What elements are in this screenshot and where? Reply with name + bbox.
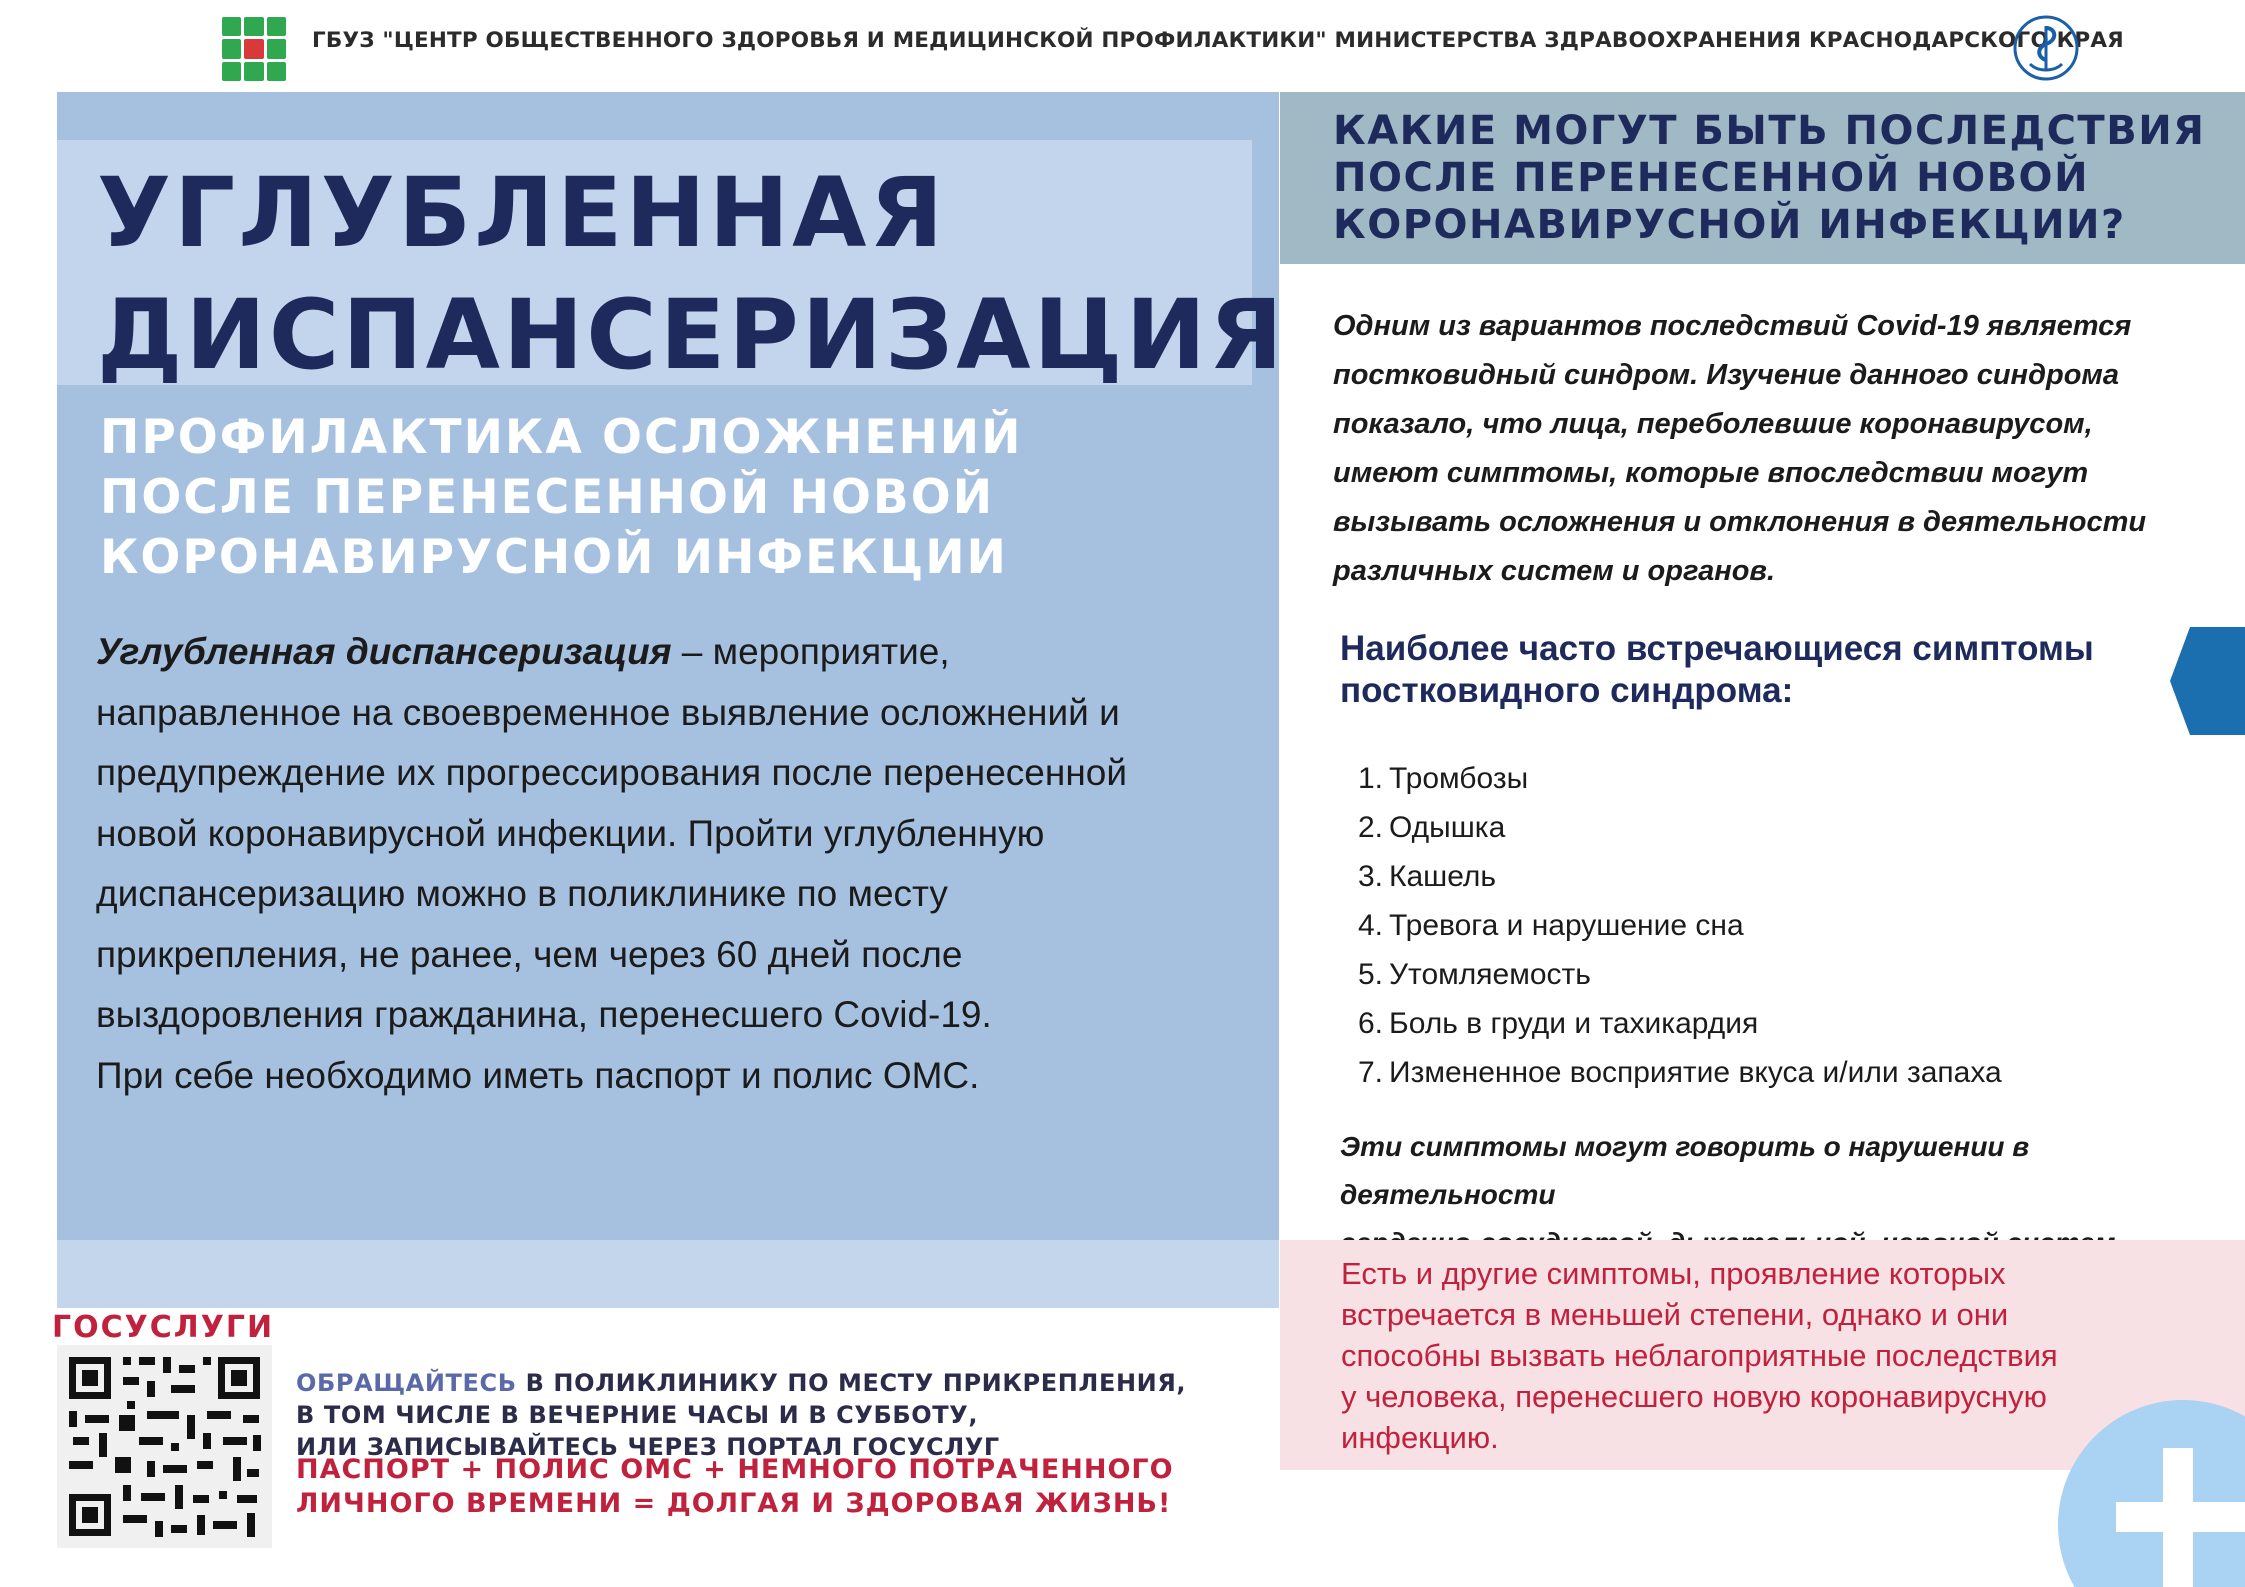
consequences-heading: [1333, 108, 2205, 249]
qr-code-icon[interactable]: [57, 1345, 272, 1548]
list-item: [1348, 901, 2002, 950]
intro-line: имеют симптомы, которые впоследствии могут: [1333, 457, 2089, 489]
organization-name: ГБУЗ "ЦЕНТР ОБЩЕСТВЕННОГО ЗДОРОВЬЯ И МЕДИЦИНСКОЙ ПРОФИЛАКТИКИ" МИНИСТЕРСТВА ЗДРАВООХРАНЕНИЯ КРАСНОДАРСКОГО КРАЯ: [312, 28, 2124, 53]
subtitle-line: ПРОФИЛАКТИКА ОСЛОЖНЕНИЙ: [100, 410, 1023, 465]
health-center-logo-icon: [222, 17, 286, 81]
symptoms-heading: [1340, 628, 2170, 712]
heading-line: КАКИЕ МОГУТ БЫТЬ ПОСЛЕДСТВИЯ: [1333, 108, 2206, 154]
subtitle-line: ПОСЛЕ ПЕРЕНЕСЕННОЙ НОВОЙ: [100, 470, 995, 525]
list-item-text: Измененное восприятие вкуса и/или запаха: [1389, 1056, 2002, 1089]
list-item-number: 2.: [1357, 811, 1383, 844]
list-item-number: 5.: [1357, 958, 1383, 991]
cta-line: [296, 1367, 1186, 1399]
ministry-emblem-icon: [2012, 14, 2080, 82]
list-item-text: Тревога и нарушение сна: [1389, 909, 1744, 942]
cta-line: ИЛИ ЗАПИСЫВАЙТЕСЬ ЧЕРЕЗ ПОРТАЛ ГОСУСЛУГ: [296, 1433, 1000, 1461]
symptoms-heading-line: постковидного синдрома:: [1340, 671, 1794, 710]
body-line: выздоровления гражданина, перенесшего Covid-19.: [96, 994, 992, 1035]
list-item-text: Утомляемость: [1389, 958, 1591, 991]
intro-line: Одним из вариантов последствий Covid-19 является: [1333, 310, 2132, 342]
list-item: [1348, 950, 2002, 999]
slogan-line: ПАСПОРТ + ПОЛИС ОМС + НЕМНОГО ПОТРАЧЕННОГО: [296, 1454, 1174, 1485]
list-item: [1348, 1048, 2002, 1097]
pink-line: у человека, перенесшего новую коронавирусную: [1341, 1379, 2047, 1414]
list-item: [1348, 852, 2002, 901]
pink-line: Есть и другие симптомы, проявление которых: [1341, 1256, 2006, 1291]
intro-line: показало, что лица, переболевшие коронавирусом,: [1333, 408, 2093, 440]
page-title: [97, 152, 1286, 396]
left-bottom-band: [57, 1240, 1279, 1308]
body-line: диспансеризацию можно в поликлинике по месту: [96, 873, 948, 914]
pink-line: способны вызвать неблагоприятные последствия: [1341, 1338, 2058, 1373]
description-text: [96, 622, 1236, 1106]
pink-line: встречается в меньшей степени, однако и они: [1341, 1297, 2009, 1332]
list-item-number: 4.: [1357, 909, 1383, 942]
body-term: Углубленная диспансеризация: [96, 631, 672, 672]
intro-line: вызывать осложнения и отклонения в деятельности: [1333, 506, 2147, 538]
conclusion-line: Эти симптомы могут говорить о нарушении в деятельности: [1340, 1131, 2030, 1210]
list-item-number: 1.: [1357, 762, 1383, 795]
list-item: [1348, 803, 2002, 852]
symptom-list: [1348, 754, 2002, 1097]
list-item: [1348, 999, 2002, 1048]
subtitle: [100, 408, 1022, 588]
arrow-tab-icon: [2170, 627, 2245, 735]
symptoms-heading-line: Наиболее часто встречающиеся симптомы: [1340, 629, 2094, 668]
cta-line-text: В ПОЛИКЛИНИКУ ПО МЕСТУ ПРИКРЕПЛЕНИЯ,: [516, 1369, 1187, 1397]
body-line: При себе необходимо иметь паспорт и полис ОМС.: [96, 1054, 980, 1096]
call-to-action: [296, 1367, 1186, 1463]
body-line: [96, 622, 1236, 683]
list-item-number: 3.: [1357, 860, 1383, 893]
heading-line: ПОСЛЕ ПЕРЕНЕСЕННОЙ НОВОЙ: [1333, 155, 2090, 201]
list-item-number: 6.: [1357, 1007, 1383, 1040]
body-line: прикрепления, не ранее, чем через 60 дней после: [96, 933, 963, 975]
body-line: направленное на своевременное выявление осложнений и: [96, 691, 1120, 733]
header: [0, 0, 2245, 90]
subtitle-line: КОРОНАВИРУСНОЙ ИНФЕКЦИИ: [100, 530, 1008, 585]
intro-line: постковидный синдром. Изучение данного синдрома: [1333, 359, 2120, 391]
list-item-text: Одышка: [1389, 811, 1506, 844]
body-line: новой коронавирусной инфекции. Пройти углубленную: [96, 812, 1045, 854]
list-item-text: Боль в груди и тахикардия: [1389, 1007, 1759, 1040]
list-item: [1348, 754, 2002, 803]
intro-text: [1333, 302, 2193, 596]
slogan: [296, 1453, 1174, 1521]
body-line-text: – мероприятие,: [671, 631, 950, 672]
plus-icon: [2058, 1390, 2245, 1587]
list-item-text: Кашель: [1389, 860, 1497, 893]
cta-line: В ТОМ ЧИСЛЕ В ВЕЧЕРНИЕ ЧАСЫ И В СУББОТУ,: [296, 1401, 979, 1429]
list-item-text: Тромбозы: [1389, 762, 1529, 795]
other-symptoms-text: [1341, 1253, 2181, 1458]
pink-line: инфекцию.: [1341, 1420, 1499, 1455]
slogan-line: ЛИЧНОГО ВРЕМЕНИ = ДОЛГАЯ И ЗДОРОВАЯ ЖИЗНЬ!: [296, 1488, 1172, 1519]
cta-accent: ОБРАЩАЙТЕСЬ: [296, 1369, 517, 1397]
title-line: УГЛУБЛЕННАЯ: [97, 157, 947, 269]
list-item-number: 7.: [1357, 1056, 1383, 1089]
title-line: ДИСПАНСЕРИЗАЦИЯ: [97, 279, 1286, 391]
intro-line: различных систем и органов.: [1333, 555, 1776, 587]
gosuslugi-label: ГОСУСЛУГИ: [52, 1310, 275, 1345]
heading-line: КОРОНАВИРУСНОЙ ИНФЕКЦИИ?: [1333, 202, 2126, 248]
body-line: предупреждение их прогрессирования после перенесенной: [96, 752, 1127, 793]
